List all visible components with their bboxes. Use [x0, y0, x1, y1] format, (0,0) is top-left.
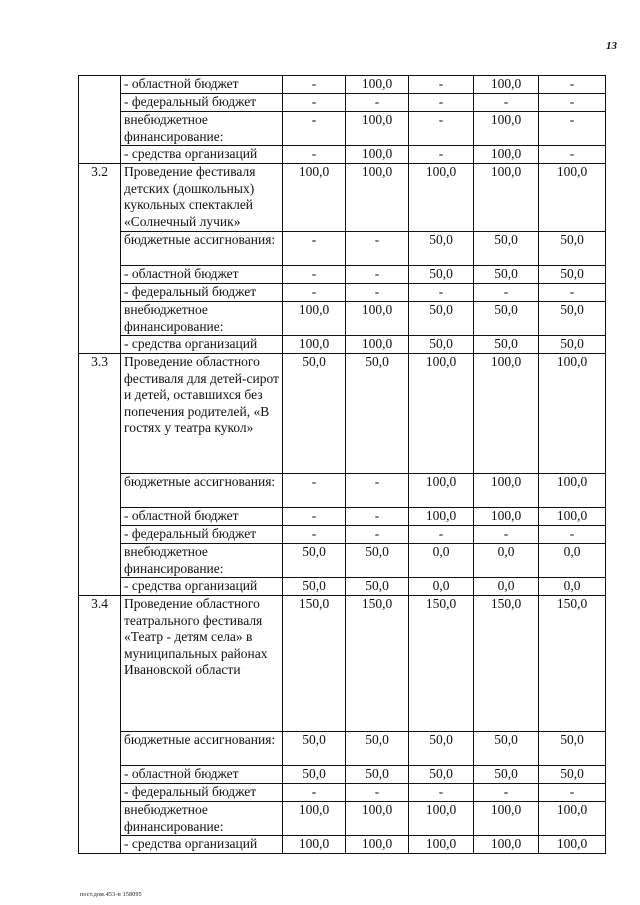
row-label: внебюджетное финансирование:: [121, 112, 283, 146]
row-label: - средства организаций: [121, 146, 283, 164]
value-cell: -: [283, 146, 346, 164]
table-row: [79, 302, 606, 336]
value-cell: 50,0: [409, 336, 474, 354]
value-cell: -: [409, 112, 474, 146]
value-cell: 50,0: [539, 732, 606, 766]
value-cell: 50,0: [346, 544, 409, 578]
value-cell: -: [346, 508, 409, 526]
value-cell: 100,0: [474, 474, 539, 508]
row-label: Проведение областного театрального фестиваля «Театр - детям села» в муниципальных районах Ивановской области: [121, 596, 283, 732]
value-cell: -: [283, 526, 346, 544]
value-cell: 0,0: [409, 578, 474, 596]
value-cell: 100,0: [539, 474, 606, 508]
table-row: [79, 474, 606, 508]
value-cell: -: [283, 94, 346, 112]
value-cell: 50,0: [346, 354, 409, 474]
value-cell: 100,0: [409, 508, 474, 526]
value-cell: 100,0: [474, 146, 539, 164]
value-cell: 100,0: [474, 354, 539, 474]
row-code: 3.3: [79, 354, 121, 596]
value-cell: 50,0: [409, 766, 474, 784]
value-cell: 100,0: [409, 474, 474, 508]
table-row: [79, 544, 606, 578]
table-row: [79, 802, 606, 836]
value-cell: 50,0: [539, 336, 606, 354]
table-row: [79, 94, 606, 112]
value-cell: 100,0: [283, 302, 346, 336]
value-cell: 100,0: [346, 164, 409, 232]
value-cell: -: [474, 284, 539, 302]
page-number: 13: [606, 40, 617, 52]
value-cell: 50,0: [474, 766, 539, 784]
value-cell: 50,0: [539, 302, 606, 336]
table-row: [79, 164, 606, 232]
value-cell: -: [346, 526, 409, 544]
value-cell: 100,0: [539, 354, 606, 474]
value-cell: 0,0: [409, 544, 474, 578]
value-cell: 50,0: [474, 266, 539, 284]
table-row: [79, 266, 606, 284]
value-cell: -: [283, 112, 346, 146]
value-cell: -: [409, 76, 474, 94]
value-cell: -: [346, 474, 409, 508]
value-cell: -: [283, 232, 346, 266]
value-cell: 50,0: [474, 336, 539, 354]
row-label: бюджетные ассигнования:: [121, 474, 283, 508]
value-cell: 150,0: [346, 596, 409, 732]
value-cell: -: [539, 112, 606, 146]
value-cell: 100,0: [346, 146, 409, 164]
value-cell: -: [283, 76, 346, 94]
value-cell: 100,0: [346, 112, 409, 146]
value-cell: 100,0: [283, 164, 346, 232]
table-row: [79, 596, 606, 732]
value-cell: 50,0: [283, 732, 346, 766]
value-cell: 0,0: [474, 544, 539, 578]
value-cell: 50,0: [474, 232, 539, 266]
row-label: - федеральный бюджет: [121, 94, 283, 112]
row-label: - областной бюджет: [121, 266, 283, 284]
row-label: Проведение фестиваля детских (дошкольных) кукольных спектаклей «Солнечный лучик»: [121, 164, 283, 232]
value-cell: -: [539, 146, 606, 164]
table-row: [79, 232, 606, 266]
row-label: бюджетные ассигнования:: [121, 732, 283, 766]
row-label: - областной бюджет: [121, 766, 283, 784]
value-cell: 150,0: [409, 596, 474, 732]
row-code: 3.4: [79, 596, 121, 854]
value-cell: 100,0: [409, 354, 474, 474]
value-cell: 100,0: [346, 836, 409, 854]
value-cell: -: [539, 76, 606, 94]
value-cell: 100,0: [474, 836, 539, 854]
value-cell: 150,0: [539, 596, 606, 732]
value-cell: 50,0: [474, 732, 539, 766]
row-label: внебюджетное финансирование:: [121, 544, 283, 578]
value-cell: 100,0: [346, 302, 409, 336]
row-label: - федеральный бюджет: [121, 284, 283, 302]
value-cell: 50,0: [409, 302, 474, 336]
value-cell: -: [283, 784, 346, 802]
value-cell: 50,0: [346, 578, 409, 596]
row-label: - средства организаций: [121, 578, 283, 596]
table-row: [79, 784, 606, 802]
row-code: [79, 76, 121, 164]
value-cell: 50,0: [346, 766, 409, 784]
value-cell: -: [283, 284, 346, 302]
table-row: [79, 766, 606, 784]
value-cell: 50,0: [283, 578, 346, 596]
table-row: [79, 284, 606, 302]
value-cell: 50,0: [409, 732, 474, 766]
value-cell: 100,0: [474, 802, 539, 836]
value-cell: 50,0: [346, 732, 409, 766]
row-label: - областной бюджет: [121, 508, 283, 526]
value-cell: 100,0: [474, 508, 539, 526]
value-cell: -: [409, 526, 474, 544]
table-row: [79, 354, 606, 474]
row-label: Проведение областного фестиваля для детей-сирот и детей, оставшихся без попечения родителей, «В гостях у театра кукол»: [121, 354, 283, 474]
row-code: 3.2: [79, 164, 121, 354]
row-label: - средства организаций: [121, 836, 283, 854]
value-cell: 50,0: [474, 302, 539, 336]
value-cell: 0,0: [539, 578, 606, 596]
value-cell: -: [539, 784, 606, 802]
value-cell: -: [346, 94, 409, 112]
value-cell: 0,0: [474, 578, 539, 596]
value-cell: -: [346, 266, 409, 284]
value-cell: -: [474, 784, 539, 802]
table-row: [79, 76, 606, 94]
value-cell: 50,0: [539, 232, 606, 266]
table-row: [79, 112, 606, 146]
value-cell: 100,0: [283, 802, 346, 836]
value-cell: 100,0: [539, 508, 606, 526]
value-cell: 100,0: [283, 836, 346, 854]
value-cell: -: [539, 94, 606, 112]
value-cell: -: [474, 526, 539, 544]
table-row: [79, 526, 606, 544]
row-label: - областной бюджет: [121, 76, 283, 94]
value-cell: 100,0: [539, 164, 606, 232]
value-cell: 50,0: [539, 266, 606, 284]
value-cell: -: [346, 284, 409, 302]
table-row: [79, 146, 606, 164]
table-row: [79, 336, 606, 354]
value-cell: 100,0: [346, 336, 409, 354]
value-cell: -: [474, 94, 539, 112]
row-label: - федеральный бюджет: [121, 784, 283, 802]
value-cell: 100,0: [409, 802, 474, 836]
value-cell: -: [409, 146, 474, 164]
footer-document-code: пост.дом.453-п 158095: [80, 892, 142, 898]
value-cell: -: [283, 508, 346, 526]
value-cell: 50,0: [409, 232, 474, 266]
table-row: [79, 836, 606, 854]
value-cell: 50,0: [409, 266, 474, 284]
value-cell: 100,0: [474, 164, 539, 232]
value-cell: 50,0: [283, 354, 346, 474]
value-cell: 50,0: [283, 766, 346, 784]
table-row: [79, 508, 606, 526]
value-cell: 100,0: [409, 836, 474, 854]
value-cell: 100,0: [409, 164, 474, 232]
value-cell: 100,0: [539, 836, 606, 854]
value-cell: -: [346, 784, 409, 802]
value-cell: -: [346, 232, 409, 266]
value-cell: 150,0: [474, 596, 539, 732]
value-cell: 100,0: [283, 336, 346, 354]
table-row: [79, 732, 606, 766]
value-cell: 50,0: [283, 544, 346, 578]
value-cell: 100,0: [474, 112, 539, 146]
value-cell: -: [409, 94, 474, 112]
value-cell: -: [539, 526, 606, 544]
budget-table: [78, 75, 606, 854]
value-cell: -: [409, 784, 474, 802]
value-cell: 0,0: [539, 544, 606, 578]
row-label: - средства организаций: [121, 336, 283, 354]
value-cell: 150,0: [283, 596, 346, 732]
value-cell: 50,0: [539, 766, 606, 784]
row-label: бюджетные ассигнования:: [121, 232, 283, 266]
value-cell: 100,0: [346, 802, 409, 836]
value-cell: -: [409, 284, 474, 302]
row-label: - федеральный бюджет: [121, 526, 283, 544]
value-cell: 100,0: [539, 802, 606, 836]
row-label: внебюджетное финансирование:: [121, 802, 283, 836]
table-row: [79, 578, 606, 596]
value-cell: 100,0: [346, 76, 409, 94]
row-label: внебюджетное финансирование:: [121, 302, 283, 336]
value-cell: 100,0: [474, 76, 539, 94]
value-cell: -: [283, 474, 346, 508]
value-cell: -: [283, 266, 346, 284]
value-cell: -: [539, 284, 606, 302]
